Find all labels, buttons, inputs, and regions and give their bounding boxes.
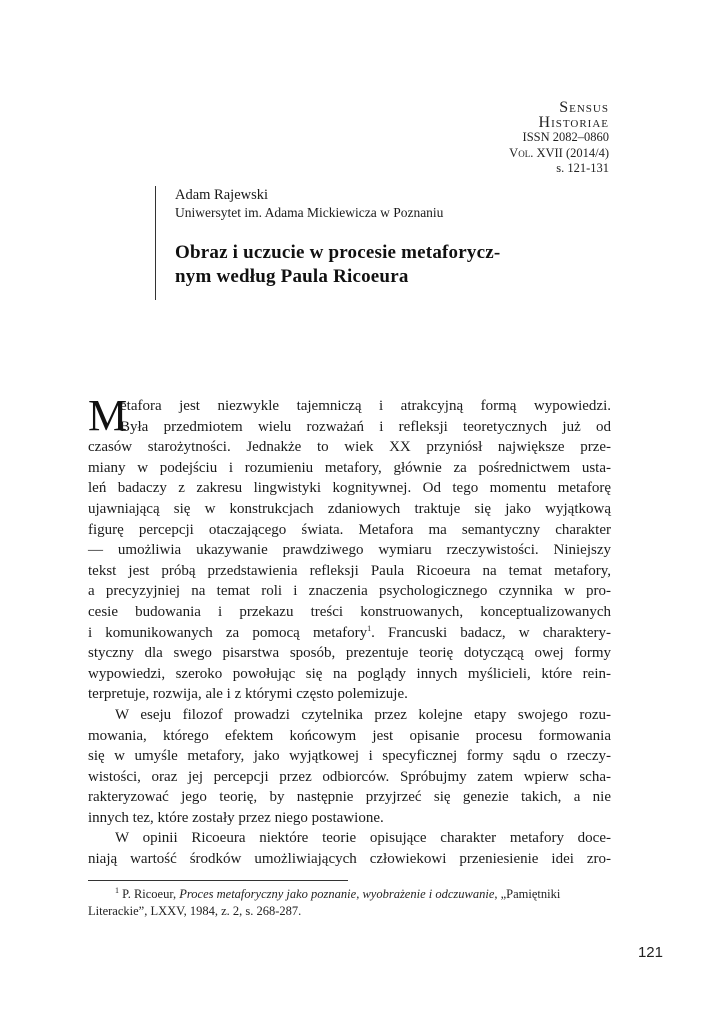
body-line: leń badaczy z zakresu lingwistyki kognitywnej. Od tego momentu metaforę bbox=[88, 480, 611, 497]
article-header bbox=[155, 186, 615, 300]
footnote-number: 1 bbox=[115, 885, 119, 895]
body-line: W opinii Ricoeura niektóre teorie opisujące charakter metafory doce- bbox=[115, 830, 611, 847]
journal-issn: ISSN 2082–0860 bbox=[522, 130, 609, 144]
article-affiliation: Uniwersytet im. Adama Mickiewicza w Poznaniu bbox=[175, 205, 444, 220]
body-line-tail: . Francuski badacz, w charaktery- bbox=[371, 624, 611, 641]
article-title bbox=[175, 241, 615, 289]
body-line: mowania, którego efektem końcowym jest opisanie procesu formowania bbox=[88, 727, 611, 744]
footnote-reference[interactable]: 1 bbox=[367, 623, 372, 633]
body-line: Była przedmiotem wielu rozważań i refleksji teoretycznych już od bbox=[120, 418, 611, 435]
body-line: się w umyśle metafory, jako wyjątkowej i specyficznej formy sądu o rzeczy- bbox=[88, 748, 611, 765]
article-body bbox=[88, 391, 611, 870]
body-line-text: i komunikowanych za pomocą metafory bbox=[88, 624, 368, 641]
article-title-line2: nym według Paula Ricoeura bbox=[175, 266, 409, 287]
body-line: innych tez, które zostały przez niego postawione. bbox=[88, 809, 384, 826]
body-line: miany w podejściu i rozumieniu metafory, głównie za pośrednictwem usta- bbox=[88, 459, 611, 476]
journal-info bbox=[409, 100, 609, 177]
body-line: niają wartość środków umożliwiających człowiekowi przeniesienie idei zro- bbox=[88, 851, 611, 868]
body-line: wypowiedzi, szeroko powołując się na poglądy innych myślicieli, które rein- bbox=[88, 665, 611, 682]
body-line: cesie budowania i przekazu treści konstruowanych, konceptualizowanych bbox=[88, 603, 611, 620]
body-line: czasów starożytności. Jednakże to wiek XX przyniósł największe prze- bbox=[88, 439, 611, 456]
drop-cap: M bbox=[88, 391, 128, 440]
body-line: terpretuje, rozwija, ale i z którymi często polemizuje. bbox=[88, 686, 408, 703]
footnote-line: Literackie”, LXXV, 1984, z. 2, s. 268-287. bbox=[88, 904, 302, 918]
body-line: a precyzyjniej na temat roli i znaczenia psychologicznego czynnika w pro- bbox=[88, 583, 611, 600]
article-title-line1: Obraz i uczucie w procesie metaforycz- bbox=[175, 242, 501, 263]
body-line: ujawniającą się w konstrukcjach zdaniowych traktuje się jako wyjątkową bbox=[88, 500, 611, 517]
journal-volume: Vol. XVII (2014/4) bbox=[509, 145, 609, 160]
body-line: styczny dla swego pisarstwa sposób, prezentuje teorię dotyczącą owej formy bbox=[88, 645, 611, 662]
body-line: figurę percepcji otaczającego świata. Metafora ma semantyczny charakter bbox=[88, 521, 611, 538]
body-line: etafora jest niezwykle tajemniczą i atrakcyjną formą wypowiedzi. bbox=[120, 398, 611, 414]
body-line: — umożliwia ukazywanie prawdziwego wymiaru rzeczywistości. Niniejszy bbox=[88, 542, 611, 559]
body-line: rakteryzować jego teorię, by następnie przyjrzeć się genezie takich, a nie bbox=[88, 789, 611, 806]
footnote-divider bbox=[88, 880, 348, 881]
journal-name bbox=[409, 100, 609, 130]
journal-pages: s. 121-131 bbox=[556, 161, 609, 175]
body-line: W eseju filozof prowadzi czytelnika przez kolejne etapy swojego rozu- bbox=[115, 706, 611, 723]
journal-name-line1: Sensus bbox=[559, 99, 609, 116]
footnote-line bbox=[88, 886, 611, 903]
footnote-work-title: Proces metaforyczny jako poznanie, wyobrażenie i odczuwanie bbox=[179, 887, 495, 901]
body-line: wistości, oraz jej percepcji przez odbiorców. Spróbujmy zatem wpierw scha- bbox=[88, 768, 611, 785]
page-number: 121 bbox=[637, 944, 663, 961]
footnote-author: P. Ricoeur, bbox=[119, 887, 180, 901]
body-line: tekst jest próbą przedstawienia refleksji Paula Ricoeura na temat metafory, bbox=[88, 562, 611, 579]
footnote bbox=[88, 886, 611, 920]
footnote-rest: , „Pamiętniki bbox=[494, 887, 561, 901]
article-author: Adam Rajewski bbox=[175, 187, 269, 203]
journal-name-line2: Historiae bbox=[538, 114, 609, 131]
body-line-with-footnote bbox=[88, 623, 611, 644]
